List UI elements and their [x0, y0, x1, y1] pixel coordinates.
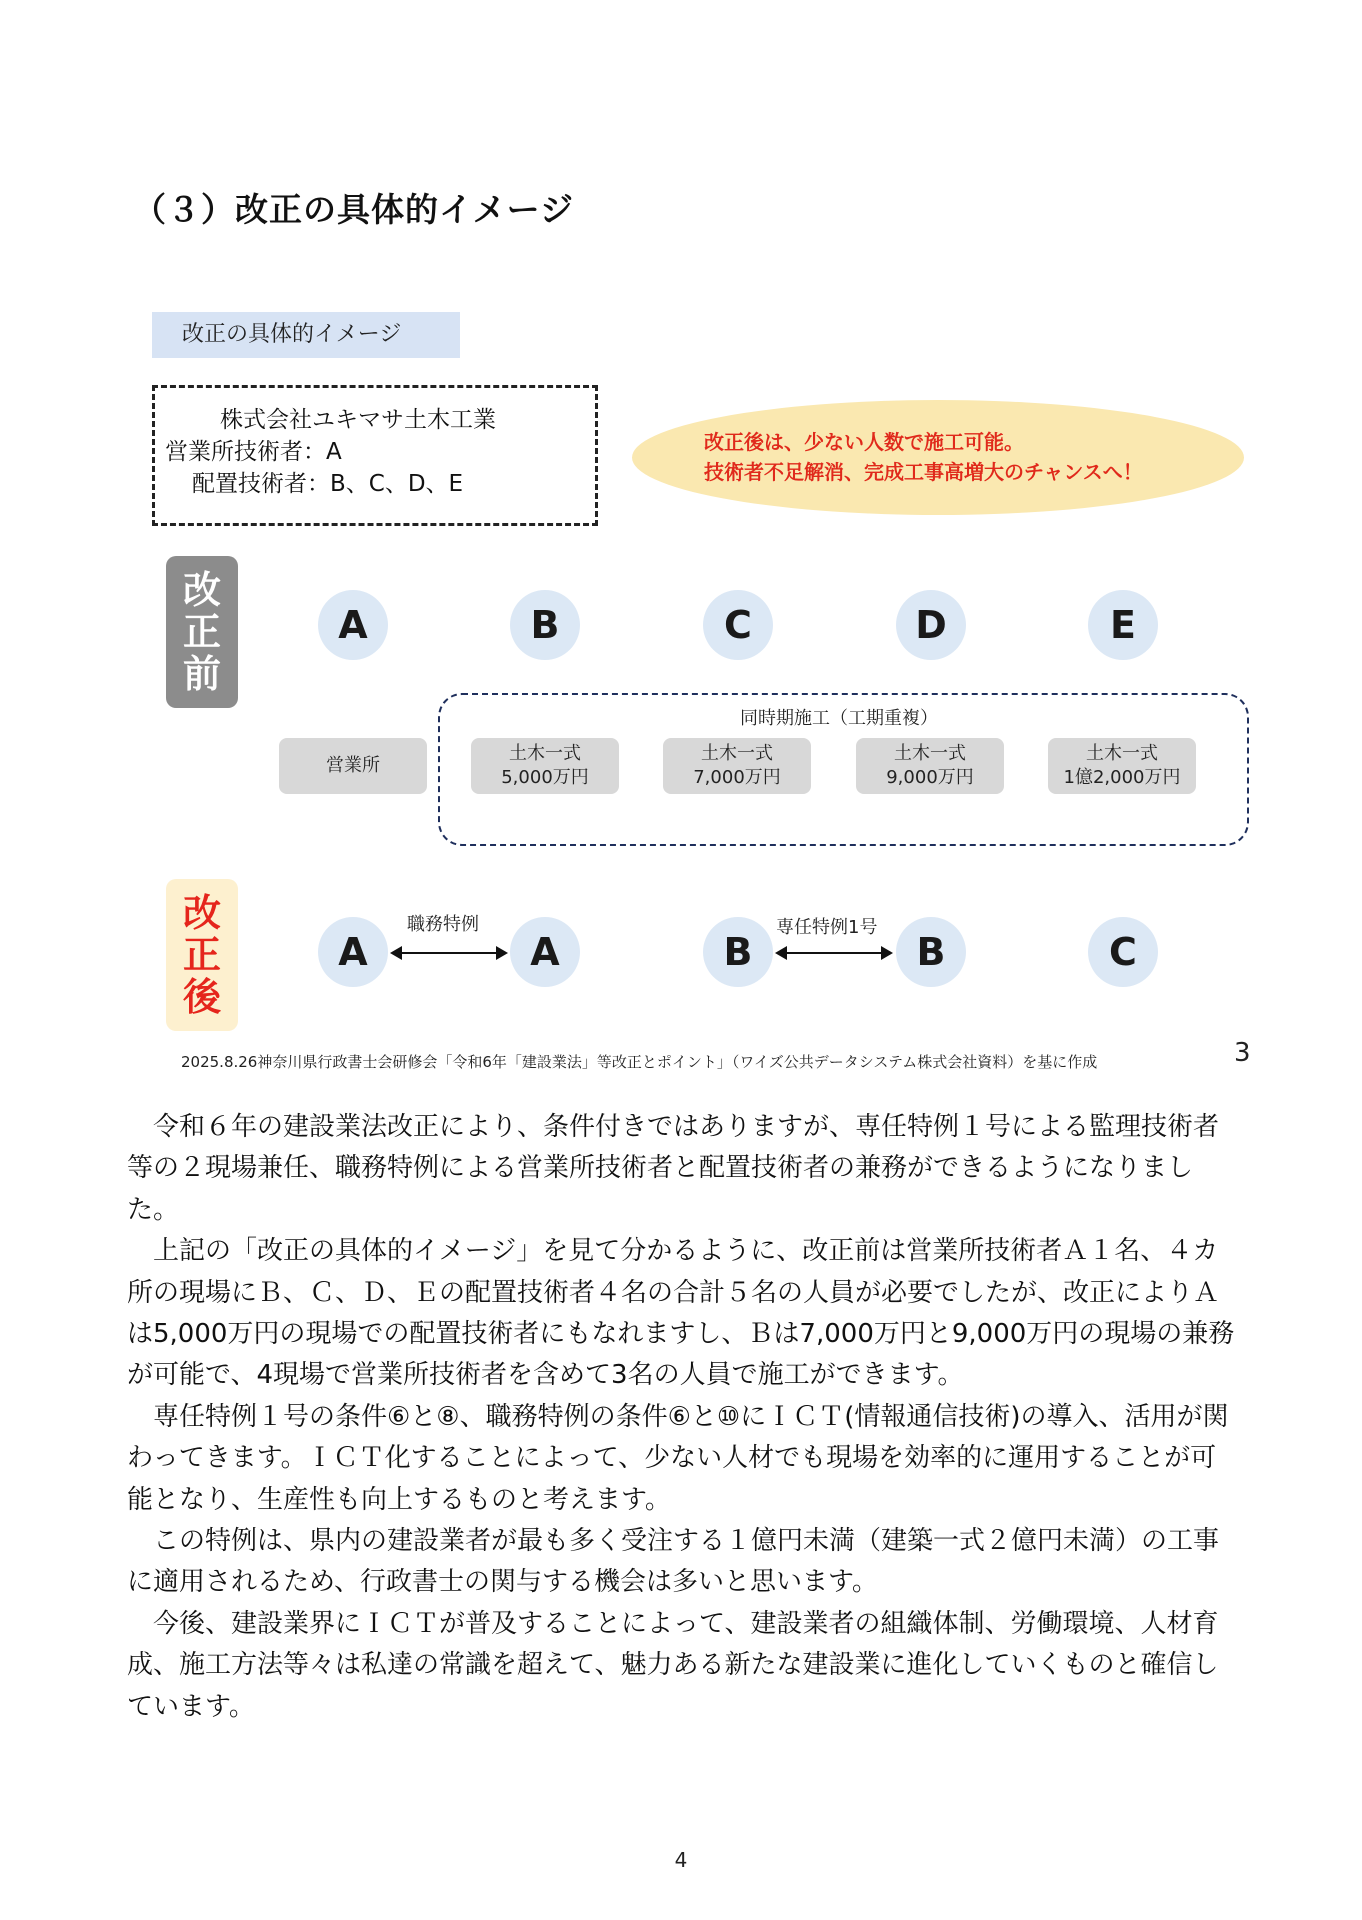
site-type: 土木一式: [701, 743, 773, 764]
before-label-char: 前: [182, 652, 221, 696]
body-paragraph: この特例は、県内の建設業者が最も多く受注する１億円未満（建築一式２億円未満）の工事に適用されるため、行政書士の関与する機会は多いと思います。: [127, 1526, 1220, 1598]
after-revision-label: [166, 879, 238, 1031]
engineer-circle-a-site: A: [510, 917, 580, 987]
site-type: 土木一式: [509, 743, 581, 764]
site-amount: 9,000万円: [886, 767, 974, 788]
section-heading: （３）改正の具体的イメージ: [133, 190, 575, 229]
after-label-char: 改: [182, 891, 221, 935]
site-type: 土木一式: [1086, 743, 1158, 764]
site-type: 土木一式: [894, 743, 966, 764]
engineer-circle-e: E: [1088, 590, 1158, 660]
duty-exception-label: 職務特例: [407, 914, 479, 935]
figure-label: 改正の具体的イメージ: [152, 312, 460, 358]
after-label-char: 正: [182, 933, 221, 977]
body-paragraph: 令和６年の建設業法改正により、条件付きではありますが、専任特例１号による監理技術者等の２現場兼任、職務特例による営業所技術者と配置技術者の兼務ができるようになりました。: [127, 1112, 1220, 1225]
engineer-circle-d: D: [896, 590, 966, 660]
figure-source-caption: 2025.8.26神奈川県行政書士会研修会「令和6年「建設業法」等改正とポイント」（ワイズ公共データシステム株式会社資料）を基に作成: [181, 1053, 1098, 1071]
before-label-char: 改: [182, 568, 221, 612]
site-box-2: [663, 738, 811, 794]
company-box: [152, 385, 598, 526]
double-arrow-icon: [777, 952, 891, 954]
engineer-circle-c: C: [1088, 917, 1158, 987]
double-arrow-icon: [392, 952, 506, 954]
office-box: [279, 738, 427, 794]
company-name: 株式会社ユキマサ土木工業: [220, 407, 496, 433]
before-label-char: 正: [182, 610, 221, 654]
dedicated-exception-label: 専任特例1号: [776, 917, 878, 938]
callout-line-2: 技術者不足解消、完成工事高増大のチャンスへ！: [704, 460, 1143, 484]
callout-bubble: [632, 400, 1244, 515]
page-number: 4: [674, 1848, 688, 1872]
office-box-label: 営業所: [326, 755, 380, 776]
body-paragraph: 今後、建設業界にＩＣＴが普及することによって、建設業者の組織体制、労働環境、人材育成、施工方法等々は私達の常識を超えて、魅力ある新たな建設業に進化していくものと確信しています。: [127, 1608, 1219, 1722]
concurrent-construction-label: 同時期施工（工期重複）: [740, 708, 938, 729]
site-box-3: [856, 738, 1004, 794]
body-text: [127, 1107, 1237, 1728]
before-revision-label: [166, 556, 238, 708]
site-amount: 5,000万円: [501, 767, 589, 788]
engineer-circle-a: A: [318, 590, 388, 660]
callout-line-1: 改正後は、少ない人数で施工可能。: [704, 430, 1024, 454]
engineer-circle-b-site1: B: [703, 917, 773, 987]
engineer-circle-b-site2: B: [896, 917, 966, 987]
site-box-4: [1048, 738, 1196, 794]
site-engineers-text: 配置技術者：B、C、D、E: [192, 471, 464, 497]
site-box-1: [471, 738, 619, 794]
office-engineer-text: 営業所技術者：A: [165, 439, 342, 465]
slide-number: 3: [1234, 1038, 1251, 1068]
after-label-char: 後: [182, 975, 221, 1019]
body-paragraph: 専任特例１号の条件⑥と⑧、職務特例の条件⑥と⑩にＩＣＴ(情報通信技術)の導入、活用が関わってきます。ＩＣＴ化することによって、少ない人材でも現場を効率的に運用することが可能となり、生産性も向上するものと考えます。: [127, 1401, 1229, 1515]
site-amount: 7,000万円: [693, 767, 781, 788]
engineer-circle-c: C: [703, 590, 773, 660]
engineer-circle-a-office: A: [318, 917, 388, 987]
engineer-circle-b: B: [510, 590, 580, 660]
site-amount: 1億2,000万円: [1063, 767, 1181, 788]
body-paragraph: 上記の「改正の具体的イメージ」を見て分かるように、改正前は営業所技術者Ａ１名、４カ所の現場にＢ、Ｃ、Ｄ、Ｅの配置技術者４名の合計５名の人員が必要でしたが、改正によりＡは5,000万円の現場での配置技術者にもなれますし、Ｂは7,000万円と9,000万円の現場の兼務が可能で、4現場で営業所技術者を含めて3名の人員で施工ができます。: [127, 1236, 1235, 1391]
